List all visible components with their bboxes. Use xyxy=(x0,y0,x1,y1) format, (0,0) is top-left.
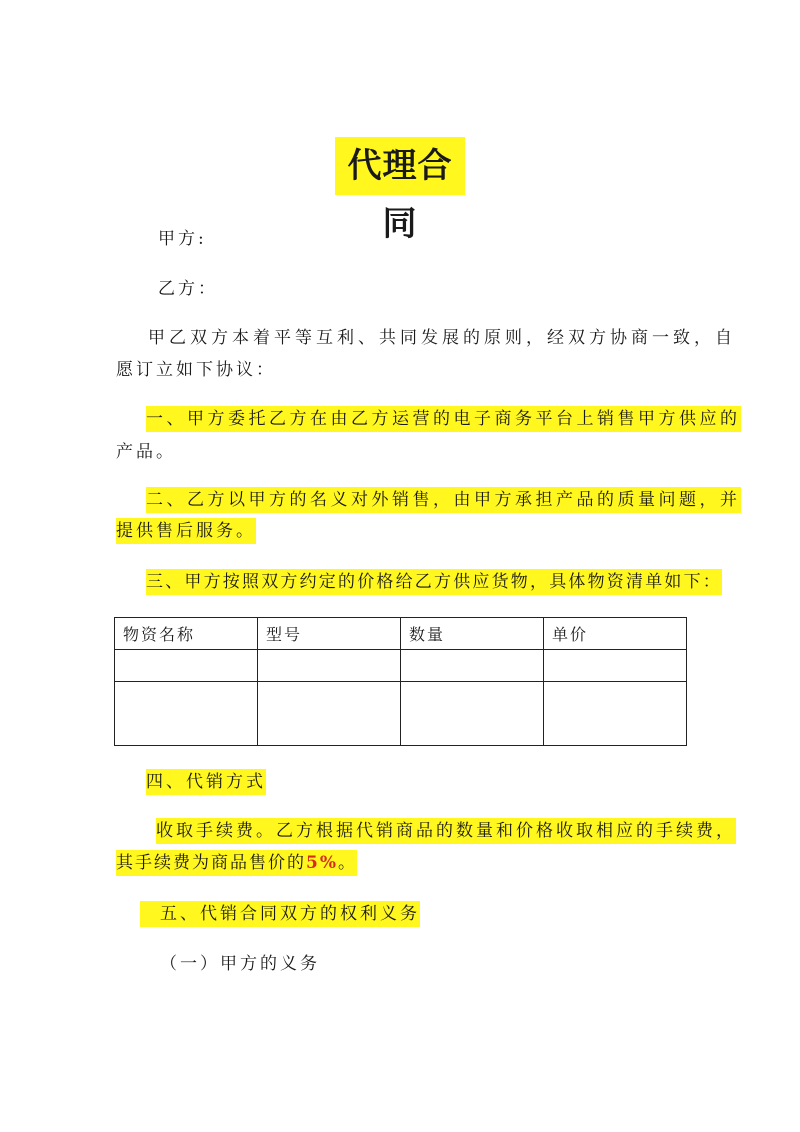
table-cell xyxy=(258,650,401,682)
table-row xyxy=(115,682,687,746)
party-a-label: 甲方: xyxy=(158,229,207,249)
clause-2-line-1: 二、乙方以甲方的名义对外销售，由甲方承担产品的质量问题，并 xyxy=(146,487,741,513)
table-cell xyxy=(401,682,544,746)
sub-section-1-heading: （一）甲方的义务 xyxy=(160,954,320,974)
preamble-line-1: 甲乙双方本着平等互利、共同发展的原则，经双方协商一致，自 xyxy=(148,328,736,348)
preamble-line-2: 愿订立如下协议： xyxy=(116,360,276,380)
table-header-cell: 数量 xyxy=(401,618,544,650)
table-row xyxy=(115,650,687,682)
table-cell xyxy=(544,682,687,746)
table-header-cell: 物资名称 xyxy=(115,618,258,650)
table-cell xyxy=(258,682,401,746)
clause-4-line-2 xyxy=(116,850,357,876)
clause-3: 三、甲方按照双方约定的价格给乙方供应货物，具体物资清单如下： xyxy=(146,569,722,595)
table-header-cell: 单价 xyxy=(544,618,687,650)
clause-1-line-2: 产品。 xyxy=(116,442,176,462)
table-cell xyxy=(115,650,258,682)
clause-4-heading: 四、代销方式 xyxy=(146,769,266,795)
clause-5-heading: 五、代销合同双方的权利义务 xyxy=(140,901,420,927)
clause-4-line-1: 收取手续费。乙方根据代销商品的数量和价格收取相应的手续费， xyxy=(156,818,736,844)
table-cell xyxy=(115,682,258,746)
clause-2-line-2: 提供售后服务。 xyxy=(116,518,256,544)
table-cell xyxy=(544,650,687,682)
table-cell xyxy=(401,650,544,682)
table-header-cell: 型号 xyxy=(258,618,401,650)
clause-1-line-1: 一、甲方委托乙方在由乙方运营的电子商务平台上销售甲方供应的 xyxy=(146,406,741,432)
party-b-label: 乙方： xyxy=(158,279,218,299)
table-header-row xyxy=(115,618,687,650)
commission-rate: 5% xyxy=(306,853,338,873)
clause-4-line-2-prefix: 其手续费为商品售价的 xyxy=(116,853,306,873)
document-title: 代理合同 xyxy=(335,137,465,195)
goods-list-table xyxy=(114,617,687,746)
clause-4-line-2-suffix: 。 xyxy=(337,853,357,873)
